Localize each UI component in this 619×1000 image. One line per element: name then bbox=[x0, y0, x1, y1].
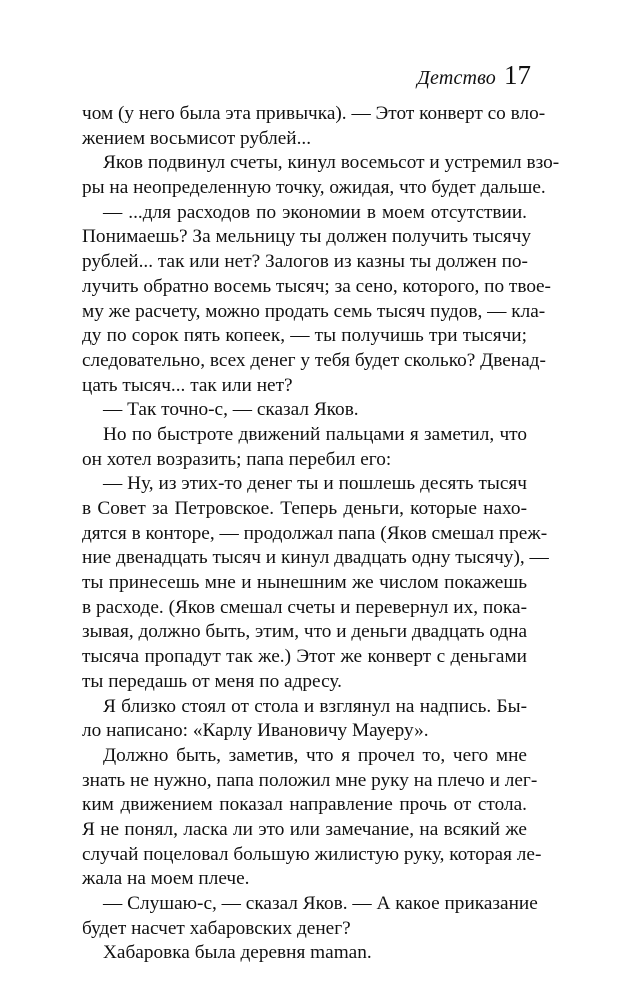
text-line: — ...для расходов по экономии в моем отсутствии. bbox=[103, 201, 527, 223]
text-line: лучить обратно восемь тысяч; за сено, которого, по твоe- bbox=[82, 275, 551, 297]
text-line: зывая, должно быть, этим, что и деньги двадцать одна bbox=[82, 621, 528, 643]
text-line: цать тысяч... так или нет? bbox=[82, 374, 293, 396]
text-line: в Совет за Петровское. Теперь деньги, которые нахо- bbox=[82, 498, 527, 519]
text-line: дятся в конторе, — продолжал папа (Яков смешал преж- bbox=[82, 522, 548, 544]
text-line: му же расчету, можно продать семь тысяч пудов, — кла- bbox=[82, 300, 546, 322]
body-text bbox=[82, 102, 560, 966]
text-line: чом (у него была эта привычка). — Этот конверт со вло- bbox=[82, 103, 546, 124]
text-line: в расходе. (Яков смешал счеты и перевернул их, пока- bbox=[82, 596, 527, 618]
text-line: он хотел возразить; папа перебил его: bbox=[82, 448, 392, 470]
text-line: ду по сорок пять копеек, — ты получишь три тысячи; bbox=[82, 325, 527, 347]
text-line: Но по быстроте движений пальцами я заметил, что bbox=[103, 423, 527, 445]
text-line: — Так точно-с, — сказал Яков. bbox=[103, 399, 359, 421]
text-line: ким движением показал направление прочь от стола. bbox=[82, 794, 527, 816]
text-line: Должно быть, заметив, что я прочел то, чего мне bbox=[103, 744, 527, 766]
text-line: жала на моем плече. bbox=[82, 868, 250, 890]
text-line: ло написано: «Карлу Ивановичу Мауеру». bbox=[82, 720, 429, 742]
page-number: 17 bbox=[504, 60, 531, 90]
text-line: рублей... так или нет? Залогов из казны ты должен по- bbox=[82, 251, 528, 273]
text-line: — Ну, из этих-то денег ты и пошлешь десять тысяч bbox=[103, 473, 527, 495]
running-title: Детство bbox=[417, 67, 496, 89]
text-line: будет насчет хабаровских денег? bbox=[82, 917, 351, 939]
text-line: Я не понял, ласка ли это или замечание, на всякий же bbox=[82, 818, 527, 840]
text-line: следовательно, всех денег у тебя будет сколько? Двенад- bbox=[82, 349, 546, 371]
text-line: случай поцеловал большую жилистую руку, которая ле- bbox=[82, 843, 542, 865]
text-line: ние двенадцать тысяч и кинул двадцать одну тысячу), — bbox=[82, 547, 549, 569]
text-line: — Слушаю-с, — сказал Яков. — А какое приказание bbox=[103, 893, 538, 914]
text-line: тысяча пропадут так же.) Этот же конверт с деньгами bbox=[82, 646, 527, 668]
text-line: Яков подвинул счеты, кинул восемьсот и устремил взо- bbox=[103, 152, 560, 174]
text-line: ты принесешь мне и нынешним же числом покажешь bbox=[82, 572, 527, 594]
text-line: Понимаешь? За мельницу ты должен получить тысячу bbox=[82, 226, 531, 248]
text-line: ры на неопределенную точку, ожидая, что будет дальше. bbox=[82, 177, 546, 199]
text-line: Я близко стоял от стола и взглянул на надпись. Бы- bbox=[103, 695, 527, 717]
running-head bbox=[417, 60, 531, 91]
text-line: знать не нужно, папа положил мне руку на плечо и лег- bbox=[82, 769, 538, 791]
text-line: Хабаровка была деревня maman. bbox=[103, 942, 372, 964]
text-line: жением восьмисот рублей... bbox=[82, 127, 312, 149]
text-line: ты передашь от меня по адресу. bbox=[82, 670, 342, 692]
